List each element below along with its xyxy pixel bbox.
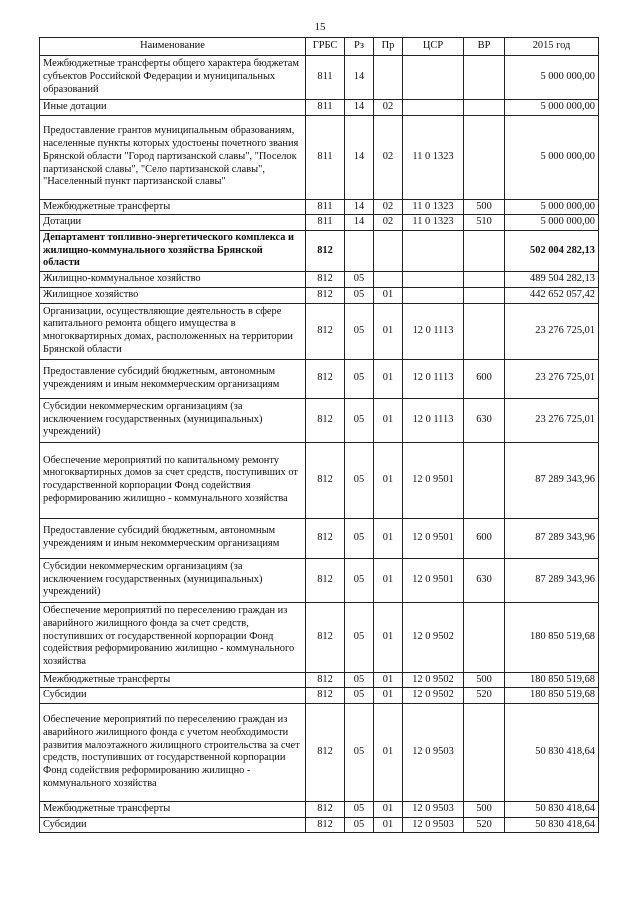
table-row	[40, 801, 599, 817]
table-header-row	[40, 38, 599, 56]
cell-pr: 01	[374, 688, 403, 704]
budget-table	[39, 37, 599, 833]
cell-rz: 05	[345, 801, 374, 817]
cell-grbs: 812	[306, 231, 345, 272]
cell-grbs: 812	[306, 398, 345, 442]
cell-grbs: 812	[306, 558, 345, 602]
cell-csr: 11 0 1323	[403, 215, 464, 231]
cell-csr: 12 0 9503	[403, 703, 464, 801]
cell-amount: 50 830 418,64	[505, 703, 599, 801]
cell-name: Обеспечение мероприятий по переселению граждан из аварийного жилищного фонда с учетом необходимости развития малоэтажного жилищного строительства за счет средств, поступивших от государственной корпорации Фонд содействия реформированию жилищно - коммунального хозяйства	[40, 703, 306, 801]
cell-name: Предоставление грантов муниципальным образованиям, населенные пункты которых удостоены почетного звания Брянской области "Город партизанской славы", "Поселок партизанской славы", "Село партизанской славы", "Населенный пункт партизанской славы"	[40, 115, 306, 199]
cell-name: Обеспечение мероприятий по капитальному ремонту многоквартирных домов за счет средств, поступивших от государственной корпорации Фонд содействия реформированию жилищно - коммунального хозяйства	[40, 442, 306, 518]
cell-vr: 600	[464, 518, 505, 558]
cell-amount: 489 504 282,13	[505, 272, 599, 288]
cell-vr: 630	[464, 398, 505, 442]
table-row	[40, 287, 599, 303]
table-row	[40, 688, 599, 704]
cell-grbs: 812	[306, 303, 345, 359]
cell-csr: 11 0 1323	[403, 199, 464, 215]
cell-csr: 12 0 1113	[403, 359, 464, 398]
cell-pr	[374, 56, 403, 100]
cell-csr: 12 0 9501	[403, 442, 464, 518]
table-row	[40, 272, 599, 288]
cell-grbs: 811	[306, 56, 345, 100]
cell-csr: 12 0 9501	[403, 558, 464, 602]
cell-grbs: 812	[306, 442, 345, 518]
cell-csr	[403, 272, 464, 288]
table-row	[40, 558, 599, 602]
cell-amount: 5 000 000,00	[505, 56, 599, 100]
header-vr: ВР	[464, 38, 505, 56]
cell-grbs: 811	[306, 215, 345, 231]
table-row	[40, 215, 599, 231]
cell-pr: 01	[374, 398, 403, 442]
table-row	[40, 518, 599, 558]
cell-csr: 11 0 1323	[403, 115, 464, 199]
cell-vr	[464, 442, 505, 518]
cell-pr: 01	[374, 672, 403, 688]
cell-amount: 5 000 000,00	[505, 100, 599, 116]
cell-vr: 600	[464, 359, 505, 398]
cell-amount: 5 000 000,00	[505, 215, 599, 231]
cell-name: Субсидии некоммерческим организациям (за исключением государственных (муниципальных) учреждений)	[40, 398, 306, 442]
cell-vr: 510	[464, 215, 505, 231]
cell-pr: 02	[374, 199, 403, 215]
cell-grbs: 812	[306, 801, 345, 817]
table-row	[40, 303, 599, 359]
cell-pr: 01	[374, 817, 403, 833]
cell-grbs: 812	[306, 688, 345, 704]
cell-vr: 630	[464, 558, 505, 602]
cell-rz	[345, 231, 374, 272]
cell-name: Межбюджетные трансферты общего характера бюджетам субъектов Российской Федерации и муниципальных образований	[40, 56, 306, 100]
cell-csr: 12 0 9501	[403, 518, 464, 558]
cell-amount: 180 850 519,68	[505, 672, 599, 688]
table-row	[40, 398, 599, 442]
cell-pr: 02	[374, 215, 403, 231]
cell-rz: 05	[345, 303, 374, 359]
cell-vr: 500	[464, 199, 505, 215]
cell-grbs: 812	[306, 359, 345, 398]
cell-csr: 12 0 9502	[403, 688, 464, 704]
cell-name: Обеспечение мероприятий по переселению граждан из аварийного жилищного фонда за счет средств, поступивших от государственной корпорации Фонд содействия реформированию жилищно - коммунального хозяйства	[40, 602, 306, 672]
cell-rz: 05	[345, 518, 374, 558]
cell-name: Субсидии некоммерческим организациям (за исключением государственных (муниципальных) учреждений)	[40, 558, 306, 602]
cell-pr: 01	[374, 303, 403, 359]
cell-grbs: 812	[306, 602, 345, 672]
table-row	[40, 231, 599, 272]
cell-vr: 500	[464, 801, 505, 817]
header-rz: Рз	[345, 38, 374, 56]
cell-vr	[464, 602, 505, 672]
cell-csr: 12 0 9503	[403, 817, 464, 833]
cell-rz: 05	[345, 602, 374, 672]
cell-amount: 502 004 282,13	[505, 231, 599, 272]
cell-csr	[403, 231, 464, 272]
cell-pr: 01	[374, 558, 403, 602]
cell-pr: 02	[374, 100, 403, 116]
cell-amount: 180 850 519,68	[505, 688, 599, 704]
cell-amount: 87 289 343,96	[505, 442, 599, 518]
table-row	[40, 442, 599, 518]
header-csr: ЦСР	[403, 38, 464, 56]
cell-rz: 05	[345, 287, 374, 303]
cell-rz: 05	[345, 817, 374, 833]
cell-vr	[464, 703, 505, 801]
cell-name: Субсидии	[40, 688, 306, 704]
cell-vr	[464, 115, 505, 199]
cell-vr	[464, 231, 505, 272]
table-row	[40, 672, 599, 688]
table-row	[40, 817, 599, 833]
cell-rz: 05	[345, 359, 374, 398]
cell-csr: 12 0 1113	[403, 398, 464, 442]
cell-grbs: 812	[306, 518, 345, 558]
table-row	[40, 56, 599, 100]
cell-rz: 05	[345, 398, 374, 442]
cell-amount: 50 830 418,64	[505, 801, 599, 817]
cell-grbs: 812	[306, 287, 345, 303]
cell-amount: 50 830 418,64	[505, 817, 599, 833]
cell-name: Предоставление субсидий бюджетным, автономным учреждениям и иным некоммерческим организациям	[40, 518, 306, 558]
cell-csr	[403, 56, 464, 100]
page-number: 15	[314, 21, 326, 33]
cell-vr	[464, 287, 505, 303]
cell-grbs: 811	[306, 199, 345, 215]
cell-vr	[464, 272, 505, 288]
cell-vr	[464, 303, 505, 359]
cell-grbs: 812	[306, 272, 345, 288]
cell-rz: 14	[345, 199, 374, 215]
cell-rz: 14	[345, 115, 374, 199]
cell-rz: 05	[345, 272, 374, 288]
cell-amount: 87 289 343,96	[505, 558, 599, 602]
cell-name: Межбюджетные трансферты	[40, 672, 306, 688]
table-row	[40, 115, 599, 199]
cell-csr: 12 0 9503	[403, 801, 464, 817]
cell-pr	[374, 272, 403, 288]
cell-grbs: 811	[306, 115, 345, 199]
cell-name: Иные дотации	[40, 100, 306, 116]
cell-csr	[403, 100, 464, 116]
cell-vr	[464, 56, 505, 100]
cell-pr: 01	[374, 518, 403, 558]
cell-rz: 14	[345, 100, 374, 116]
cell-amount: 5 000 000,00	[505, 115, 599, 199]
cell-name: Дотации	[40, 215, 306, 231]
cell-amount: 23 276 725,01	[505, 303, 599, 359]
cell-csr: 12 0 1113	[403, 303, 464, 359]
cell-name: Департамент топливно-энергетического комплекса и жилищно-коммунального хозяйства Брянской области	[40, 231, 306, 272]
cell-grbs: 812	[306, 817, 345, 833]
cell-rz: 14	[345, 215, 374, 231]
cell-csr	[403, 287, 464, 303]
cell-name: Жилищно-коммунальное хозяйство	[40, 272, 306, 288]
cell-name: Жилищное хозяйство	[40, 287, 306, 303]
cell-vr	[464, 100, 505, 116]
header-amount: 2015 год	[505, 38, 599, 56]
cell-name: Межбюджетные трансферты	[40, 199, 306, 215]
cell-amount: 442 652 057,42	[505, 287, 599, 303]
table-row	[40, 703, 599, 801]
cell-name: Предоставление субсидий бюджетным, автономным учреждениям и иным некоммерческим организациям	[40, 359, 306, 398]
cell-pr	[374, 231, 403, 272]
cell-csr: 12 0 9502	[403, 602, 464, 672]
cell-amount: 5 000 000,00	[505, 199, 599, 215]
cell-rz: 05	[345, 442, 374, 518]
cell-rz: 05	[345, 703, 374, 801]
cell-amount: 23 276 725,01	[505, 359, 599, 398]
cell-rz: 14	[345, 56, 374, 100]
cell-rz: 05	[345, 688, 374, 704]
cell-vr: 520	[464, 688, 505, 704]
cell-pr: 01	[374, 287, 403, 303]
cell-vr: 500	[464, 672, 505, 688]
cell-vr: 520	[464, 817, 505, 833]
cell-csr: 12 0 9502	[403, 672, 464, 688]
cell-pr: 01	[374, 359, 403, 398]
cell-pr: 01	[374, 801, 403, 817]
cell-pr: 01	[374, 703, 403, 801]
table-row	[40, 359, 599, 398]
table-row	[40, 602, 599, 672]
cell-grbs: 812	[306, 703, 345, 801]
header-pr: Пр	[374, 38, 403, 56]
cell-amount: 180 850 519,68	[505, 602, 599, 672]
header-grbs: ГРБС	[306, 38, 345, 56]
cell-grbs: 812	[306, 672, 345, 688]
cell-amount: 87 289 343,96	[505, 518, 599, 558]
cell-rz: 05	[345, 672, 374, 688]
table-row	[40, 199, 599, 215]
cell-amount: 23 276 725,01	[505, 398, 599, 442]
cell-pr: 01	[374, 602, 403, 672]
cell-name: Межбюджетные трансферты	[40, 801, 306, 817]
table-row	[40, 100, 599, 116]
header-name: Наименование	[40, 38, 306, 56]
cell-pr: 02	[374, 115, 403, 199]
cell-rz: 05	[345, 558, 374, 602]
cell-name: Субсидии	[40, 817, 306, 833]
cell-name: Организации, осуществляющие деятельность в сфере капитального ремонта общего имущества в многоквартирных домах, расположенных на территории Брянской области	[40, 303, 306, 359]
cell-grbs: 811	[306, 100, 345, 116]
cell-pr: 01	[374, 442, 403, 518]
